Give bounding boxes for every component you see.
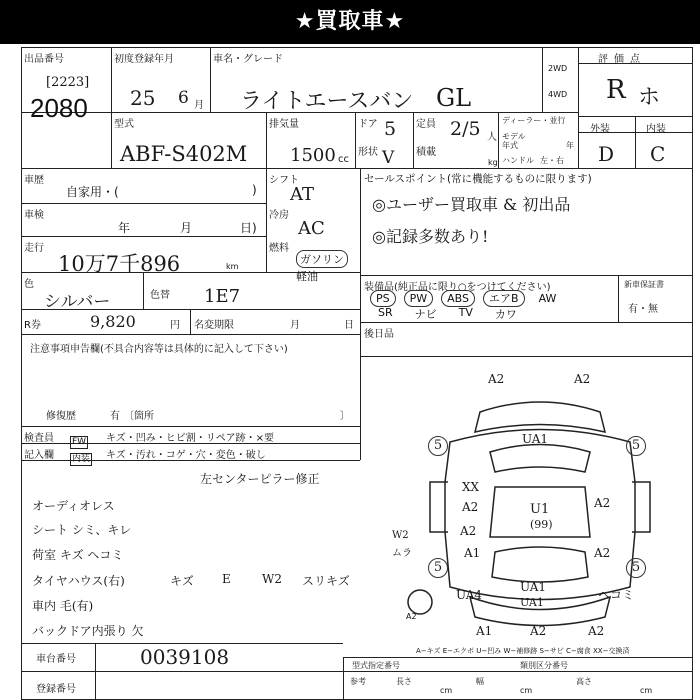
shape-value: V — [382, 148, 395, 168]
fuel-label: 燃料 — [269, 243, 289, 254]
diagram-mark-8: (99) — [530, 518, 553, 531]
diagram-mark-9: A2 — [594, 496, 611, 510]
grid-line — [498, 112, 499, 168]
mileage-value: 10万7千896 — [58, 252, 181, 276]
model-year-label: モデル — [502, 132, 526, 141]
type-label: 型式指定番号 — [352, 661, 400, 670]
diagram-mark-7: U1 — [530, 502, 550, 517]
remark-6: バックドア内張り 欠 — [32, 624, 144, 638]
checker-inner-items: キズ・汚れ・コゲ・穴・変色・破し — [106, 450, 266, 461]
repair-close: 〕 — [340, 411, 350, 422]
equip-pw[interactable]: PW — [404, 290, 434, 307]
grid-line — [21, 334, 360, 335]
usage-value: 自家用・( — [66, 185, 119, 199]
grid-line — [635, 116, 636, 168]
remark-4: タイヤハウス(右) — [32, 574, 125, 588]
grid-line — [21, 426, 360, 427]
remark-5: 車内 毛(有) — [32, 599, 94, 613]
seal-label: 後日品 — [364, 329, 394, 340]
equip-sr[interactable]: SR — [378, 306, 393, 319]
mid-note-b: E — [222, 572, 231, 586]
disp-unit: cc — [338, 154, 349, 165]
grid-line — [413, 112, 414, 168]
h-label: 高さ — [576, 677, 592, 686]
diagram-mark-13: A1 — [464, 546, 481, 560]
diagram-mark-2: UA1 — [522, 432, 549, 446]
usage-close: ) — [252, 183, 257, 197]
registry-label: 登録番号 — [36, 684, 76, 695]
ac-label: 冷房 — [269, 210, 289, 221]
fuel-value2: 軽油 — [296, 270, 318, 283]
diagram-mark-15: A2 — [594, 546, 611, 560]
grid-line — [111, 47, 112, 168]
grid-line — [190, 309, 191, 334]
diagram-mark-10: W2 — [392, 530, 409, 541]
mileage-label: 走行 — [24, 243, 44, 254]
reg-month-unit: 月 — [194, 100, 204, 111]
checker-label2: 記入欄 — [24, 450, 54, 461]
repair-value: 有 — [110, 411, 120, 422]
diagram-mark-21: A1 — [476, 624, 493, 638]
reg-month: 6 — [178, 88, 189, 108]
shift-label: シフト — [269, 175, 299, 186]
grid-line — [343, 657, 344, 700]
mid-note-a: キズ — [170, 574, 194, 588]
score-int: C — [650, 142, 666, 166]
score-value: R — [606, 75, 626, 105]
diagram-mark-11: ムラ — [392, 548, 412, 559]
banner-title: ★買取車★ — [0, 0, 700, 44]
ac-value: AC — [298, 218, 325, 239]
grid-line — [360, 275, 693, 276]
grid-line — [21, 671, 693, 672]
front-bumper — [475, 402, 605, 432]
score-ext-label: 外装 — [590, 124, 610, 135]
repair-label: 修復歴 — [46, 411, 76, 422]
checker-label1: 検査員 — [24, 433, 54, 444]
score-int-label: 内装 — [646, 124, 666, 135]
diagram-legend: A−キズ E−エクボ U−凹み W−補修跡 S−サビ C−腐食 XX−交換済 — [416, 647, 630, 655]
diagram-mark-23: A2 — [588, 624, 605, 638]
warranty-value: 有・無 — [628, 304, 658, 315]
rear-window — [492, 547, 588, 582]
model-year-label2: 年式 — [502, 141, 518, 150]
grid-line — [266, 112, 267, 272]
checker-fw-items: キズ・凹み・ヒビ割・リペア跡・×要 — [106, 433, 274, 444]
doors-value: 5 — [384, 118, 397, 140]
grid-line — [360, 334, 361, 460]
diagram-mark-12: A2 — [460, 524, 477, 538]
grid-line — [542, 47, 543, 112]
model-value: ABF-S402M — [120, 142, 248, 166]
equip-navi[interactable]: ナビ — [414, 308, 437, 321]
sales-line2: ◎記録多数あり! — [372, 227, 489, 246]
car-grade: GL — [436, 84, 472, 112]
equip-airbag[interactable]: エアB — [483, 290, 525, 307]
repair-spot: 〔箇所 — [124, 411, 154, 422]
load-unit: kg — [488, 158, 498, 167]
notes-label: 注意事項申告欄(不具合内容等は具体的に記入して下さい) — [30, 344, 288, 355]
model-label: 型式 — [114, 119, 134, 130]
color-value: シルバー — [44, 292, 111, 312]
sales-label: セールスポイント(常に機能するものに限ります) — [364, 173, 592, 185]
color-code-label: 色替 — [150, 290, 170, 301]
fuel-value1: ガソリン — [296, 250, 348, 268]
diagram-mark-20: ヘコミ — [598, 588, 635, 602]
ref-label: 参考 — [350, 677, 366, 686]
drive-4wd: 4WD — [548, 90, 568, 99]
reg-year: 25 — [130, 86, 156, 110]
score-value2: ホ — [638, 85, 661, 110]
grid-line — [21, 643, 343, 644]
dealer-label: ディーラー・並行 — [502, 116, 566, 125]
chassis-label: 車台番号 — [36, 654, 76, 665]
diagram-mark-16: 5 — [428, 558, 448, 578]
h-cm: cm — [640, 686, 653, 695]
drive-2wd: 2WD — [548, 64, 568, 73]
grid-line — [21, 236, 266, 237]
inner-box: 内装 — [72, 454, 91, 464]
w-cm: cm — [520, 686, 533, 695]
grid-line — [578, 47, 579, 168]
expiry-month: 月 — [290, 320, 300, 331]
inspection-month: 月 — [180, 221, 193, 235]
w-label: 幅 — [476, 677, 484, 686]
color-label: 色 — [24, 279, 34, 290]
diagram-mark-17: 5 — [626, 558, 646, 578]
shift-value: AT — [290, 184, 315, 205]
car-name: ライトエースバン — [240, 89, 414, 114]
capacity-unit: 人 — [487, 132, 497, 143]
diagram-mark-18: UA4 — [456, 588, 483, 602]
grid-line — [343, 657, 693, 658]
size-cm: cm — [440, 686, 453, 695]
grid-line — [618, 275, 619, 322]
car-label: 車名・グレード — [213, 54, 283, 65]
class-label: 類別区分番号 — [520, 661, 568, 670]
shape-label: 形状 — [358, 147, 378, 158]
inspection-label: 車検 — [24, 210, 44, 221]
diagram-mark-1: A2 — [574, 372, 591, 386]
diagram-mark-5: XX — [462, 480, 480, 494]
inspection-year: 年 — [118, 221, 131, 235]
spare-tire — [408, 590, 432, 614]
grid-line — [355, 112, 356, 168]
score-label: 評価点 — [598, 54, 646, 65]
equip-tv[interactable]: TV — [458, 306, 473, 319]
diagram-mark-0: A2 — [488, 372, 505, 386]
remark-0: 左センターピラー修正 — [200, 472, 320, 486]
chassis-value: 0039108 — [140, 645, 230, 669]
grid-line — [95, 643, 96, 700]
model-year-unit: 年 — [566, 141, 574, 150]
handle-options: 左・右 — [540, 156, 564, 165]
handle-label: ハンドル — [502, 156, 534, 165]
disp-value: 1500 — [290, 145, 336, 166]
recycle-label: R券 — [24, 320, 41, 331]
capacity-value: 2/5 — [450, 118, 481, 140]
mid-note-c: W2 — [262, 572, 282, 586]
grid-line — [360, 356, 693, 357]
equipment-label: 装備品(純正品に限り○をつけてください) — [364, 282, 551, 293]
equipment-row1 — [370, 290, 562, 307]
remark-2: シート シミ、キレ — [32, 523, 132, 537]
recycle-value: 9,820 — [90, 312, 136, 331]
reg-label: 初度登録年月 — [114, 54, 174, 65]
grid-line — [21, 168, 693, 169]
disp-label: 排気量 — [269, 119, 299, 130]
fw-box: FW — [72, 437, 87, 447]
expiry-label: 名変期限 — [194, 320, 234, 331]
inspection-day: 日) — [240, 221, 257, 235]
diagram-mark-3: 5 — [428, 436, 448, 456]
warranty-label: 新車保証書 — [624, 280, 664, 289]
mid-note-d: スリキズ — [302, 574, 350, 588]
diagram-mark-19: UA1 — [520, 596, 544, 609]
expiry-day: 日 — [344, 320, 354, 331]
recycle-unit: 円 — [170, 320, 180, 331]
size-label: 長さ — [396, 677, 412, 686]
diagram-mark-4: 5 — [626, 436, 646, 456]
score-ext: D — [598, 142, 615, 166]
remark-1: オーディオレス — [32, 499, 115, 513]
mileage-unit: km — [226, 262, 239, 271]
equip-aw[interactable]: AW — [538, 292, 557, 305]
lot-small: [2223] — [46, 75, 90, 90]
grid-line — [360, 168, 361, 356]
windshield — [490, 445, 590, 473]
remark-3: 荷室 キズ ヘコミ — [32, 548, 124, 562]
color-code: 1E7 — [204, 286, 241, 307]
diagram-mark-24: A2 — [406, 612, 417, 621]
diagram-mark-14: UA1 — [520, 580, 547, 594]
lot-number: 2080 — [30, 93, 88, 123]
capacity-label: 定員 — [416, 119, 436, 130]
sales-line1: ◎ユーザー買取車 & 初出品 — [372, 195, 571, 214]
grid-line — [210, 47, 211, 112]
lot-label: 出品番号 — [24, 54, 64, 65]
checker-inner — [70, 446, 92, 466]
load-label: 積載 — [416, 147, 436, 158]
equipment-row2 — [378, 306, 517, 322]
equip-ps[interactable]: PS — [370, 290, 396, 307]
diagram-mark-6: A2 — [462, 500, 479, 514]
equip-leather[interactable]: カワ — [494, 308, 517, 321]
usage-label: 車歴 — [24, 175, 44, 186]
grid-line — [360, 322, 693, 323]
grid-line — [21, 203, 266, 204]
doors-label: ドア — [358, 119, 378, 130]
diagram-mark-22: A2 — [530, 624, 547, 638]
equip-abs[interactable]: ABS — [441, 290, 475, 307]
